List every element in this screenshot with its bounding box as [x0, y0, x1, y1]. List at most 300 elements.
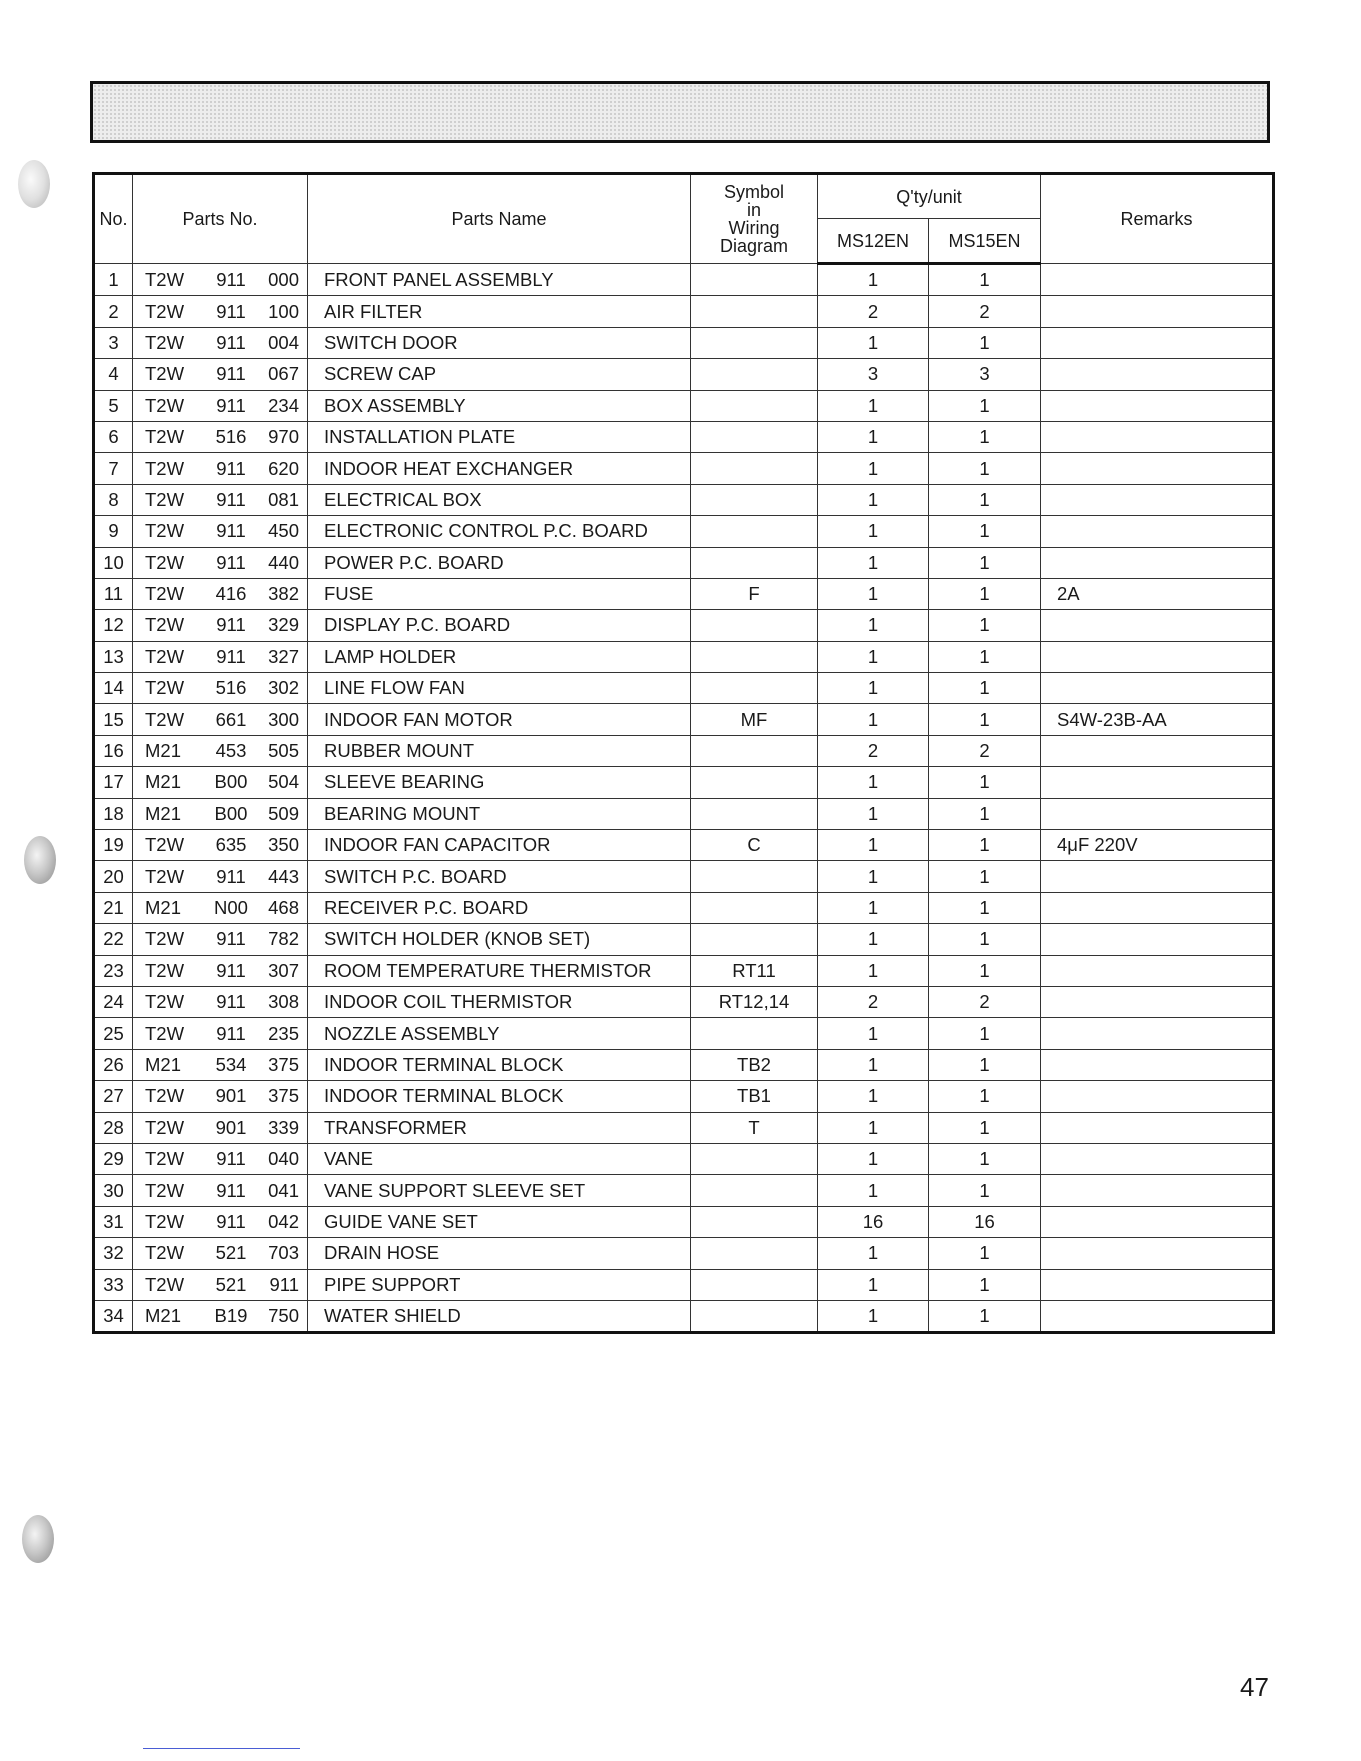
cell-symbol	[691, 673, 818, 704]
parts-no-group: 911	[216, 1022, 246, 1044]
cell-qty-ms15en: 1	[929, 1018, 1041, 1049]
parts-no-group: 911	[216, 1179, 246, 1201]
parts-no-group: N00	[214, 897, 248, 918]
table-row	[94, 390, 1274, 421]
cell-symbol	[691, 390, 818, 421]
parts-no-group: 661	[215, 708, 247, 730]
cell-parts-no	[133, 610, 308, 641]
parts-no-suffix: 443	[268, 865, 299, 887]
parts-no-suffix: 970	[268, 426, 299, 448]
cell-qty-ms15en: 1	[929, 516, 1041, 547]
parts-no-suffix: 450	[268, 520, 299, 542]
cell-qty-ms12en: 1	[818, 390, 929, 421]
parts-no-suffix: 750	[268, 1305, 299, 1327]
table-row	[94, 955, 1274, 986]
page-number: 47	[1240, 1672, 1269, 1702]
header-symbol-line: Wiring	[728, 218, 780, 238]
cell-qty-ms15en: 1	[929, 673, 1041, 704]
cell-qty-ms12en: 1	[818, 1175, 929, 1206]
binder-hole-bottom	[22, 1515, 54, 1563]
header-model-ms15en: MS15EN	[929, 219, 1041, 264]
parts-no-group: 911	[216, 865, 246, 887]
parts-no-suffix: 067	[268, 363, 299, 385]
cell-no: 10	[94, 547, 133, 578]
cell-qty-ms12en: 1	[818, 704, 929, 735]
cell-qty-ms15en: 1	[929, 264, 1041, 296]
parts-no-group: 635	[215, 834, 247, 856]
cell-symbol	[691, 516, 818, 547]
cell-qty-ms12en: 1	[818, 861, 929, 892]
parts-no-prefix: M21	[145, 771, 181, 793]
cell-qty-ms15en: 1	[929, 327, 1041, 358]
cell-remarks	[1041, 798, 1274, 829]
cell-qty-ms15en: 1	[929, 453, 1041, 484]
cell-no: 20	[94, 861, 133, 892]
cell-parts-name: SCREW CAP	[308, 359, 691, 390]
parts-no-suffix: 782	[268, 928, 299, 950]
cell-qty-ms15en: 2	[929, 735, 1041, 766]
cell-remarks	[1041, 1112, 1274, 1143]
cell-parts-name: VANE	[308, 1143, 691, 1174]
parts-no-prefix: T2W	[145, 1210, 185, 1232]
table-row	[94, 798, 1274, 829]
table-row	[94, 892, 1274, 923]
table-row	[94, 610, 1274, 641]
header-symbol	[691, 174, 818, 264]
cell-no: 4	[94, 359, 133, 390]
parts-no-prefix: T2W	[145, 363, 185, 385]
cell-remarks: 4μF 220V	[1041, 830, 1274, 861]
cell-no: 18	[94, 798, 133, 829]
parts-no-suffix: 504	[268, 771, 299, 793]
cell-qty-ms12en: 2	[818, 735, 929, 766]
parts-no-prefix: T2W	[145, 1242, 185, 1264]
parts-table	[92, 172, 1275, 1334]
table-row	[94, 1238, 1274, 1269]
cell-qty-ms15en: 1	[929, 610, 1041, 641]
cell-qty-ms12en: 1	[818, 1238, 929, 1269]
cell-symbol	[691, 359, 818, 390]
cell-qty-ms12en: 1	[818, 1269, 929, 1300]
cell-remarks	[1041, 641, 1274, 672]
parts-no-group: 911	[216, 551, 246, 573]
cell-parts-name: SWITCH P.C. BOARD	[308, 861, 691, 892]
cell-qty-ms15en: 1	[929, 390, 1041, 421]
cell-parts-no	[133, 1300, 308, 1332]
parts-no-group: 911	[216, 614, 246, 636]
parts-no-group: 911	[216, 1210, 246, 1232]
parts-no-group: 534	[215, 1053, 247, 1075]
parts-no-group: B19	[214, 1305, 248, 1327]
cell-no: 7	[94, 453, 133, 484]
parts-no-group: B00	[214, 802, 248, 824]
cell-symbol	[691, 1269, 818, 1300]
table-row	[94, 453, 1274, 484]
cell-remarks	[1041, 1143, 1274, 1174]
table-row	[94, 1018, 1274, 1049]
table-row	[94, 704, 1274, 735]
parts-no-prefix: T2W	[145, 1085, 185, 1107]
cell-parts-no	[133, 986, 308, 1017]
parts-no-prefix: T2W	[145, 583, 185, 605]
cell-symbol	[691, 1206, 818, 1237]
parts-no-prefix: T2W	[145, 1116, 185, 1138]
table-row	[94, 1206, 1274, 1237]
cell-no: 16	[94, 735, 133, 766]
parts-no-suffix: 703	[268, 1242, 299, 1264]
table-row	[94, 1143, 1274, 1174]
parts-no-suffix: 911	[269, 1273, 299, 1295]
cell-symbol: TB2	[691, 1049, 818, 1080]
header-model-ms12en: MS12EN	[818, 219, 929, 264]
cell-no: 25	[94, 1018, 133, 1049]
cell-qty-ms12en: 1	[818, 1300, 929, 1332]
cell-remarks	[1041, 924, 1274, 955]
cell-parts-no	[133, 861, 308, 892]
cell-symbol: C	[691, 830, 818, 861]
table-row	[94, 924, 1274, 955]
table-row	[94, 1081, 1274, 1112]
table-row	[94, 986, 1274, 1017]
cell-symbol: RT12,14	[691, 986, 818, 1017]
parts-no-suffix: 234	[268, 394, 299, 416]
cell-parts-name: DISPLAY P.C. BOARD	[308, 610, 691, 641]
cell-parts-name: BEARING MOUNT	[308, 798, 691, 829]
cell-parts-name: SWITCH HOLDER (KNOB SET)	[308, 924, 691, 955]
cell-qty-ms12en: 1	[818, 798, 929, 829]
cell-remarks	[1041, 1300, 1274, 1332]
table-row	[94, 516, 1274, 547]
parts-no-group: 521	[215, 1242, 247, 1264]
parts-no-group: 911	[216, 959, 246, 981]
cell-parts-no	[133, 516, 308, 547]
parts-no-prefix: M21	[145, 897, 181, 918]
parts-no-group: 911	[216, 1148, 246, 1170]
cell-parts-name: INDOOR FAN CAPACITOR	[308, 830, 691, 861]
parts-no-group: 911	[216, 645, 246, 667]
cell-no: 19	[94, 830, 133, 861]
parts-no-group: 911	[216, 363, 246, 385]
cell-qty-ms12en: 3	[818, 359, 929, 390]
table-row	[94, 1300, 1274, 1332]
parts-no-suffix: 375	[268, 1085, 299, 1107]
cell-parts-no	[133, 830, 308, 861]
table-row	[94, 327, 1274, 358]
parts-no-prefix: T2W	[145, 1179, 185, 1201]
cell-qty-ms12en: 1	[818, 1143, 929, 1174]
header-banner	[90, 81, 1270, 143]
parts-no-prefix: T2W	[145, 1148, 185, 1170]
parts-no-group: 521	[215, 1273, 247, 1295]
parts-no-prefix: T2W	[145, 865, 185, 887]
table-row	[94, 767, 1274, 798]
parts-no-prefix: T2W	[145, 928, 185, 950]
cell-parts-name: RECEIVER P.C. BOARD	[308, 892, 691, 923]
cell-remarks	[1041, 1206, 1274, 1237]
cell-parts-no	[133, 1269, 308, 1300]
cell-remarks: S4W-23B-AA	[1041, 704, 1274, 735]
parts-no-prefix: T2W	[145, 959, 185, 981]
parts-no-prefix: T2W	[145, 677, 185, 699]
cell-parts-name: BOX ASSEMBLY	[308, 390, 691, 421]
cell-qty-ms15en: 1	[929, 484, 1041, 515]
cell-remarks	[1041, 1175, 1274, 1206]
parts-no-suffix: 004	[268, 331, 299, 353]
cell-qty-ms12en: 1	[818, 610, 929, 641]
cell-parts-name: NOZZLE ASSEMBLY	[308, 1018, 691, 1049]
table-row	[94, 578, 1274, 609]
cell-remarks	[1041, 327, 1274, 358]
cell-remarks	[1041, 1081, 1274, 1112]
cell-parts-no	[133, 1238, 308, 1269]
cell-parts-name: SWITCH DOOR	[308, 327, 691, 358]
cell-qty-ms15en: 1	[929, 547, 1041, 578]
header-qty: Q'ty/unit	[818, 174, 1041, 219]
cell-qty-ms15en: 1	[929, 1049, 1041, 1080]
parts-no-suffix: 440	[268, 551, 299, 573]
cell-symbol	[691, 924, 818, 955]
table-row	[94, 673, 1274, 704]
cell-qty-ms15en: 1	[929, 924, 1041, 955]
parts-no-group: 911	[216, 991, 246, 1013]
cell-remarks	[1041, 421, 1274, 452]
cell-no: 21	[94, 892, 133, 923]
cell-parts-name: INDOOR TERMINAL BLOCK	[308, 1081, 691, 1112]
cell-qty-ms15en: 1	[929, 767, 1041, 798]
cell-qty-ms15en: 1	[929, 578, 1041, 609]
parts-no-prefix: T2W	[145, 457, 185, 479]
parts-no-prefix: T2W	[145, 300, 185, 322]
cell-parts-name: INDOOR COIL THERMISTOR	[308, 986, 691, 1017]
cell-parts-name: GUIDE VANE SET	[308, 1206, 691, 1237]
cell-qty-ms12en: 1	[818, 547, 929, 578]
cell-parts-no	[133, 641, 308, 672]
parts-no-suffix: 327	[268, 645, 299, 667]
cell-qty-ms12en: 1	[818, 421, 929, 452]
parts-no-suffix: 505	[268, 740, 299, 762]
parts-no-group: 911	[216, 457, 246, 479]
cell-parts-name: INSTALLATION PLATE	[308, 421, 691, 452]
parts-no-group: 911	[216, 488, 246, 510]
cell-no: 3	[94, 327, 133, 358]
parts-no-prefix: T2W	[145, 1273, 185, 1295]
table-row	[94, 264, 1274, 296]
cell-remarks	[1041, 892, 1274, 923]
parts-no-suffix: 235	[268, 1022, 299, 1044]
cell-symbol	[691, 484, 818, 515]
parts-no-suffix: 620	[268, 457, 299, 479]
cell-qty-ms12en: 1	[818, 453, 929, 484]
parts-no-prefix: M21	[145, 802, 181, 824]
cell-qty-ms15en: 1	[929, 955, 1041, 986]
cell-parts-name: INDOOR FAN MOTOR	[308, 704, 691, 735]
parts-no-suffix: 307	[268, 959, 299, 981]
parts-no-suffix: 382	[268, 583, 299, 605]
cell-parts-name: AIR FILTER	[308, 296, 691, 327]
cell-symbol: MF	[691, 704, 818, 735]
cell-remarks	[1041, 1049, 1274, 1080]
cell-parts-no	[133, 673, 308, 704]
cell-parts-name: TRANSFORMER	[308, 1112, 691, 1143]
cell-remarks	[1041, 1018, 1274, 1049]
cell-symbol: RT11	[691, 955, 818, 986]
cell-symbol	[691, 327, 818, 358]
cell-symbol	[691, 892, 818, 923]
cell-qty-ms12en: 16	[818, 1206, 929, 1237]
cell-qty-ms15en: 1	[929, 892, 1041, 923]
cell-parts-no	[133, 264, 308, 296]
cell-qty-ms12en: 1	[818, 264, 929, 296]
cell-parts-no	[133, 767, 308, 798]
cell-qty-ms12en: 2	[818, 986, 929, 1017]
parts-no-group: 516	[215, 426, 247, 448]
cell-parts-no	[133, 453, 308, 484]
cell-symbol	[691, 1018, 818, 1049]
parts-no-prefix: M21	[145, 1053, 181, 1075]
cell-qty-ms15en: 3	[929, 359, 1041, 390]
cell-qty-ms12en: 1	[818, 830, 929, 861]
cell-remarks	[1041, 673, 1274, 704]
cell-parts-name: SLEEVE BEARING	[308, 767, 691, 798]
table-row	[94, 1269, 1274, 1300]
table-row	[94, 484, 1274, 515]
cell-symbol: F	[691, 578, 818, 609]
cell-parts-no	[133, 1081, 308, 1112]
cell-qty-ms12en: 1	[818, 327, 929, 358]
parts-no-group: 911	[216, 394, 246, 416]
parts-no-suffix: 041	[268, 1179, 299, 1201]
cell-parts-no	[133, 390, 308, 421]
cell-qty-ms12en: 1	[818, 1112, 929, 1143]
cell-qty-ms15en: 1	[929, 1175, 1041, 1206]
cell-qty-ms15en: 1	[929, 704, 1041, 735]
cell-no: 23	[94, 955, 133, 986]
cell-remarks	[1041, 1238, 1274, 1269]
parts-no-prefix: T2W	[145, 520, 185, 542]
cell-no: 12	[94, 610, 133, 641]
cell-symbol	[691, 1143, 818, 1174]
header-parts-no: Parts No.	[133, 174, 308, 264]
cell-no: 29	[94, 1143, 133, 1174]
parts-no-suffix: 350	[268, 834, 299, 856]
cell-parts-name: PIPE SUPPORT	[308, 1269, 691, 1300]
table-row	[94, 359, 1274, 390]
cell-remarks	[1041, 1269, 1274, 1300]
cell-qty-ms12en: 1	[818, 924, 929, 955]
parts-no-group: 911	[216, 520, 246, 542]
parts-no-prefix: T2W	[145, 331, 185, 353]
cell-symbol	[691, 861, 818, 892]
parts-no-group: 453	[215, 740, 247, 762]
cell-parts-no	[133, 924, 308, 955]
cell-parts-name: LINE FLOW FAN	[308, 673, 691, 704]
cell-qty-ms12en: 1	[818, 1081, 929, 1112]
cell-qty-ms15en: 1	[929, 1300, 1041, 1332]
cell-symbol: TB1	[691, 1081, 818, 1112]
parts-no-suffix: 375	[268, 1053, 299, 1075]
cell-symbol	[691, 1300, 818, 1332]
cell-remarks	[1041, 610, 1274, 641]
cell-parts-name: POWER P.C. BOARD	[308, 547, 691, 578]
cell-symbol	[691, 798, 818, 829]
cell-symbol	[691, 767, 818, 798]
parts-no-suffix: 042	[268, 1210, 299, 1232]
cell-parts-no	[133, 296, 308, 327]
header-symbol-line: Diagram	[719, 236, 789, 256]
cell-parts-name: INDOOR HEAT EXCHANGER	[308, 453, 691, 484]
table-row	[94, 830, 1274, 861]
parts-no-group: 901	[215, 1085, 247, 1107]
cell-parts-name: FRONT PANEL ASSEMBLY	[308, 264, 691, 296]
cell-remarks: 2A	[1041, 578, 1274, 609]
cell-no: 34	[94, 1300, 133, 1332]
cell-qty-ms12en: 1	[818, 673, 929, 704]
cell-qty-ms15en: 16	[929, 1206, 1041, 1237]
parts-no-suffix: 000	[268, 268, 299, 290]
parts-no-prefix: M21	[145, 740, 181, 762]
cell-no: 2	[94, 296, 133, 327]
parts-no-suffix: 468	[268, 897, 299, 918]
parts-no-group: 911	[216, 300, 246, 322]
cell-parts-no	[133, 1143, 308, 1174]
cell-parts-no	[133, 735, 308, 766]
cell-parts-no	[133, 892, 308, 923]
cell-symbol	[691, 421, 818, 452]
cell-qty-ms12en: 1	[818, 955, 929, 986]
cell-no: 5	[94, 390, 133, 421]
footer-rule	[143, 1748, 300, 1749]
table-row	[94, 1175, 1274, 1206]
parts-no-group: 911	[216, 928, 246, 950]
cell-remarks	[1041, 955, 1274, 986]
cell-no: 15	[94, 704, 133, 735]
cell-no: 8	[94, 484, 133, 515]
cell-symbol	[691, 547, 818, 578]
parts-no-suffix: 300	[268, 708, 299, 730]
cell-parts-no	[133, 1018, 308, 1049]
cell-no: 1	[94, 264, 133, 296]
cell-qty-ms12en: 2	[818, 296, 929, 327]
cell-symbol	[691, 641, 818, 672]
cell-remarks	[1041, 735, 1274, 766]
header-symbol-line: Symbol	[723, 182, 785, 202]
parts-no-suffix: 329	[268, 614, 299, 636]
parts-no-group: 901	[215, 1116, 247, 1138]
parts-no-prefix: T2W	[145, 991, 185, 1013]
cell-qty-ms12en: 1	[818, 767, 929, 798]
parts-no-prefix: M21	[145, 1305, 181, 1327]
cell-parts-name: ELECTRONIC CONTROL P.C. BOARD	[308, 516, 691, 547]
cell-no: 9	[94, 516, 133, 547]
parts-no-group: 911	[216, 268, 246, 290]
table-row	[94, 641, 1274, 672]
parts-no-prefix: T2W	[145, 394, 185, 416]
parts-no-prefix: T2W	[145, 834, 185, 856]
cell-qty-ms12en: 1	[818, 1018, 929, 1049]
parts-table-body	[94, 264, 1274, 1333]
parts-no-suffix: 040	[268, 1148, 299, 1170]
cell-remarks	[1041, 359, 1274, 390]
cell-parts-name: INDOOR TERMINAL BLOCK	[308, 1049, 691, 1080]
cell-parts-name: FUSE	[308, 578, 691, 609]
table-row	[94, 1112, 1274, 1143]
cell-remarks	[1041, 547, 1274, 578]
cell-parts-no	[133, 578, 308, 609]
cell-remarks	[1041, 453, 1274, 484]
cell-qty-ms15en: 1	[929, 1143, 1041, 1174]
cell-symbol	[691, 735, 818, 766]
cell-no: 6	[94, 421, 133, 452]
